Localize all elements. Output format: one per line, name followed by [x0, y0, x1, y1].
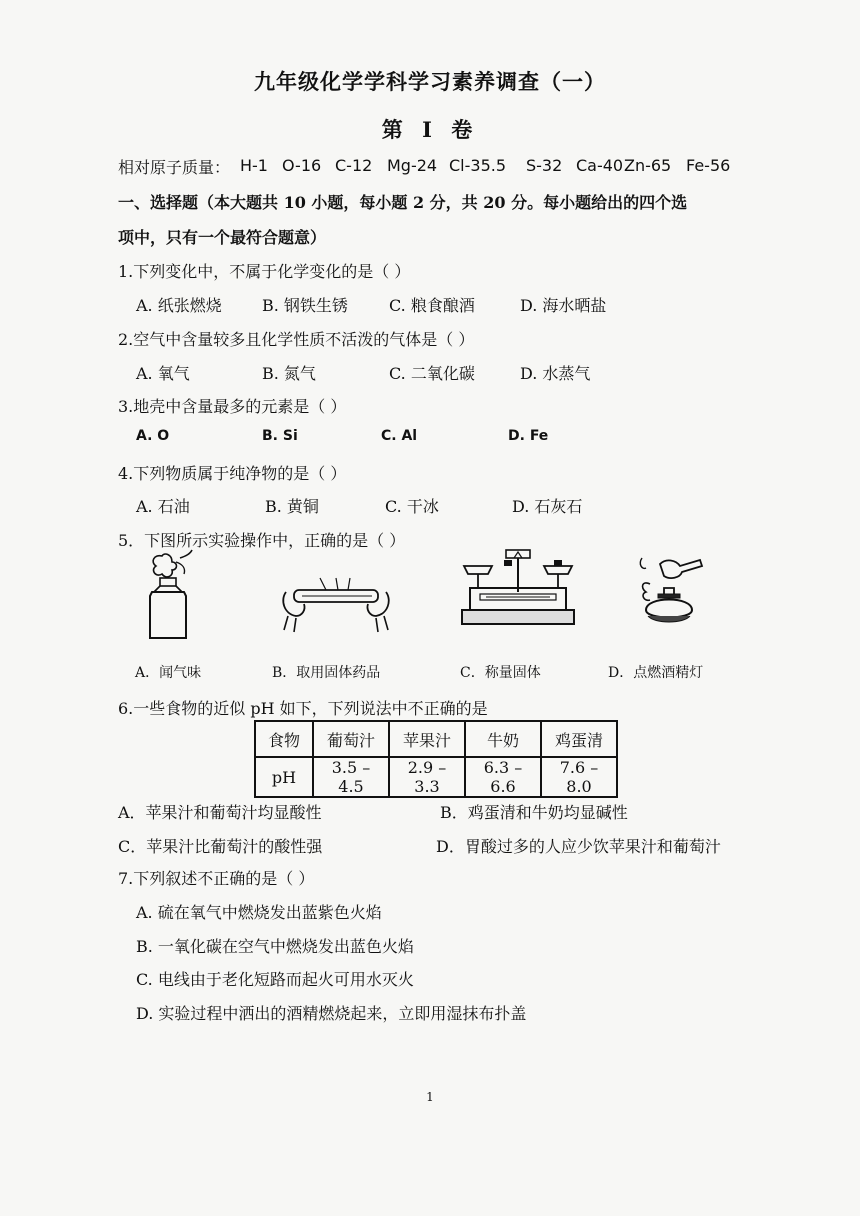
ph-table: [254, 720, 618, 798]
ph-table-cell: 鸡蛋清: [541, 721, 617, 757]
atomic-mass-item: Cl-35.5: [449, 156, 507, 175]
question-3-option-b: B. Si: [262, 428, 298, 444]
question-6-option-c: C．苹果汁比葡萄汁的酸性强: [118, 837, 323, 856]
atomic-mass-item: Mg-24: [387, 156, 438, 175]
atomic-mass-item: S-32: [526, 156, 563, 175]
ph-table-cell: 葡萄汁: [313, 721, 389, 757]
question-7-stem: 7.下列叙述不正确的是（ ）: [118, 869, 315, 888]
question-2-stem: 2.空气中含量较多且化学性质不活泼的气体是（ ）: [118, 330, 475, 349]
atomic-mass-item: C-12: [335, 156, 373, 175]
question-7-option-d: D. 实验过程中洒出的酒精燃烧起来，立即用湿抹布扑盖: [136, 1004, 527, 1023]
question-2-option-b: B. 氮气: [262, 364, 316, 383]
atomic-mass-item: Ca-40: [576, 156, 624, 175]
section-heading-line1: 一、选择题（本大题共 10 小题，每小题 2 分，共 20 分。每小题给出的四个选: [118, 193, 688, 212]
ph-table-cell: 牛奶: [465, 721, 541, 757]
question-3-option-d: D. Fe: [508, 428, 549, 444]
solid-reagent-tube-icon: [280, 572, 392, 634]
question-4-option-a: A. 石油: [136, 497, 190, 516]
question-6-stem: 6.一些食物的近似 pH 如下，下列说法中不正确的是: [118, 699, 488, 718]
atomic-mass-item: O-16: [282, 156, 322, 175]
question-6-option-a: A．苹果汁和葡萄汁均显酸性: [118, 803, 322, 822]
atomic-mass-item: Zn-65: [624, 156, 672, 175]
atomic-mass-item: H-1: [240, 156, 268, 175]
question-2-option-c: C. 二氧化碳: [389, 364, 475, 383]
question-4-option-d: D. 石灰石: [512, 497, 583, 516]
question-2-option-a: A. 氧气: [136, 364, 190, 383]
question-1-option-a: A. 纸张燃烧: [136, 296, 222, 315]
page-title: 九年级化学学科学习素养调查（一）: [254, 69, 606, 94]
atomic-mass-label: 相对原子质量：: [118, 158, 231, 177]
question-5-option-a: A．闻气味: [135, 665, 202, 681]
question-7-option-c: C. 电线由于老化短路而起火可用水灭火: [136, 970, 414, 989]
ph-table-cell: 苹果汁: [389, 721, 465, 757]
ph-table-cell: 3.5 – 4.5: [313, 757, 389, 797]
question-4-stem: 4.下列物质属于纯净物的是（ ）: [118, 464, 347, 483]
question-1-stem: 1.下列变化中，不属于化学变化的是（ ）: [118, 262, 411, 281]
smell-gas-bottle-icon: [140, 548, 210, 644]
question-5-stem: 5．下图所示实验操作中，正确的是（ ）: [118, 531, 406, 550]
atomic-mass-item: Fe-56: [686, 156, 731, 175]
page-subtitle: 第 I 卷: [381, 117, 479, 142]
question-5-option-b: B．取用固体药品: [272, 665, 381, 681]
question-4-option-b: B. 黄铜: [265, 497, 319, 516]
question-3-stem: 3.地壳中含量最多的元素是（ ）: [118, 397, 347, 416]
ph-table-cell: 7.6 – 8.0: [541, 757, 617, 797]
question-5-option-c: C．称量固体: [460, 665, 541, 681]
ph-table-cell: 6.3 – 6.6: [465, 757, 541, 797]
ph-table-header-row: [255, 721, 617, 757]
question-1-option-d: D. 海水晒盐: [520, 296, 607, 315]
question-7-option-b: B. 一氧化碳在空气中燃烧发出蓝色火焰: [136, 937, 414, 956]
question-1-option-c: C. 粮食酿酒: [389, 296, 475, 315]
question-3-option-c: C. Al: [381, 428, 418, 444]
question-3-option-a: A. O: [136, 428, 170, 444]
question-2-option-d: D. 水蒸气: [520, 364, 591, 383]
page-number: 1: [426, 1090, 434, 1104]
question-5-option-d: D．点燃酒精灯: [608, 665, 704, 681]
ph-table-cell: 2.9 – 3.3: [389, 757, 465, 797]
question-6-option-d: D．胃酸过多的人应少饮苹果汁和葡萄汁: [436, 837, 721, 856]
ph-table-cell: 食物: [255, 721, 313, 757]
question-7-option-a: A. 硫在氧气中燃烧发出蓝紫色火焰: [136, 903, 382, 922]
ph-table-cell: pH: [255, 757, 313, 797]
question-1-option-b: B. 钢铁生锈: [262, 296, 348, 315]
question-4-option-c: C. 干冰: [385, 497, 439, 516]
alcohol-lamp-icon: [636, 554, 712, 630]
ph-table-value-row: [255, 757, 617, 797]
section-heading-line2: 项中，只有一个最符合题意）: [118, 228, 327, 247]
question-6-option-b: B．鸡蛋清和牛奶均显碱性: [440, 803, 628, 822]
balance-scale-icon: [458, 548, 578, 630]
